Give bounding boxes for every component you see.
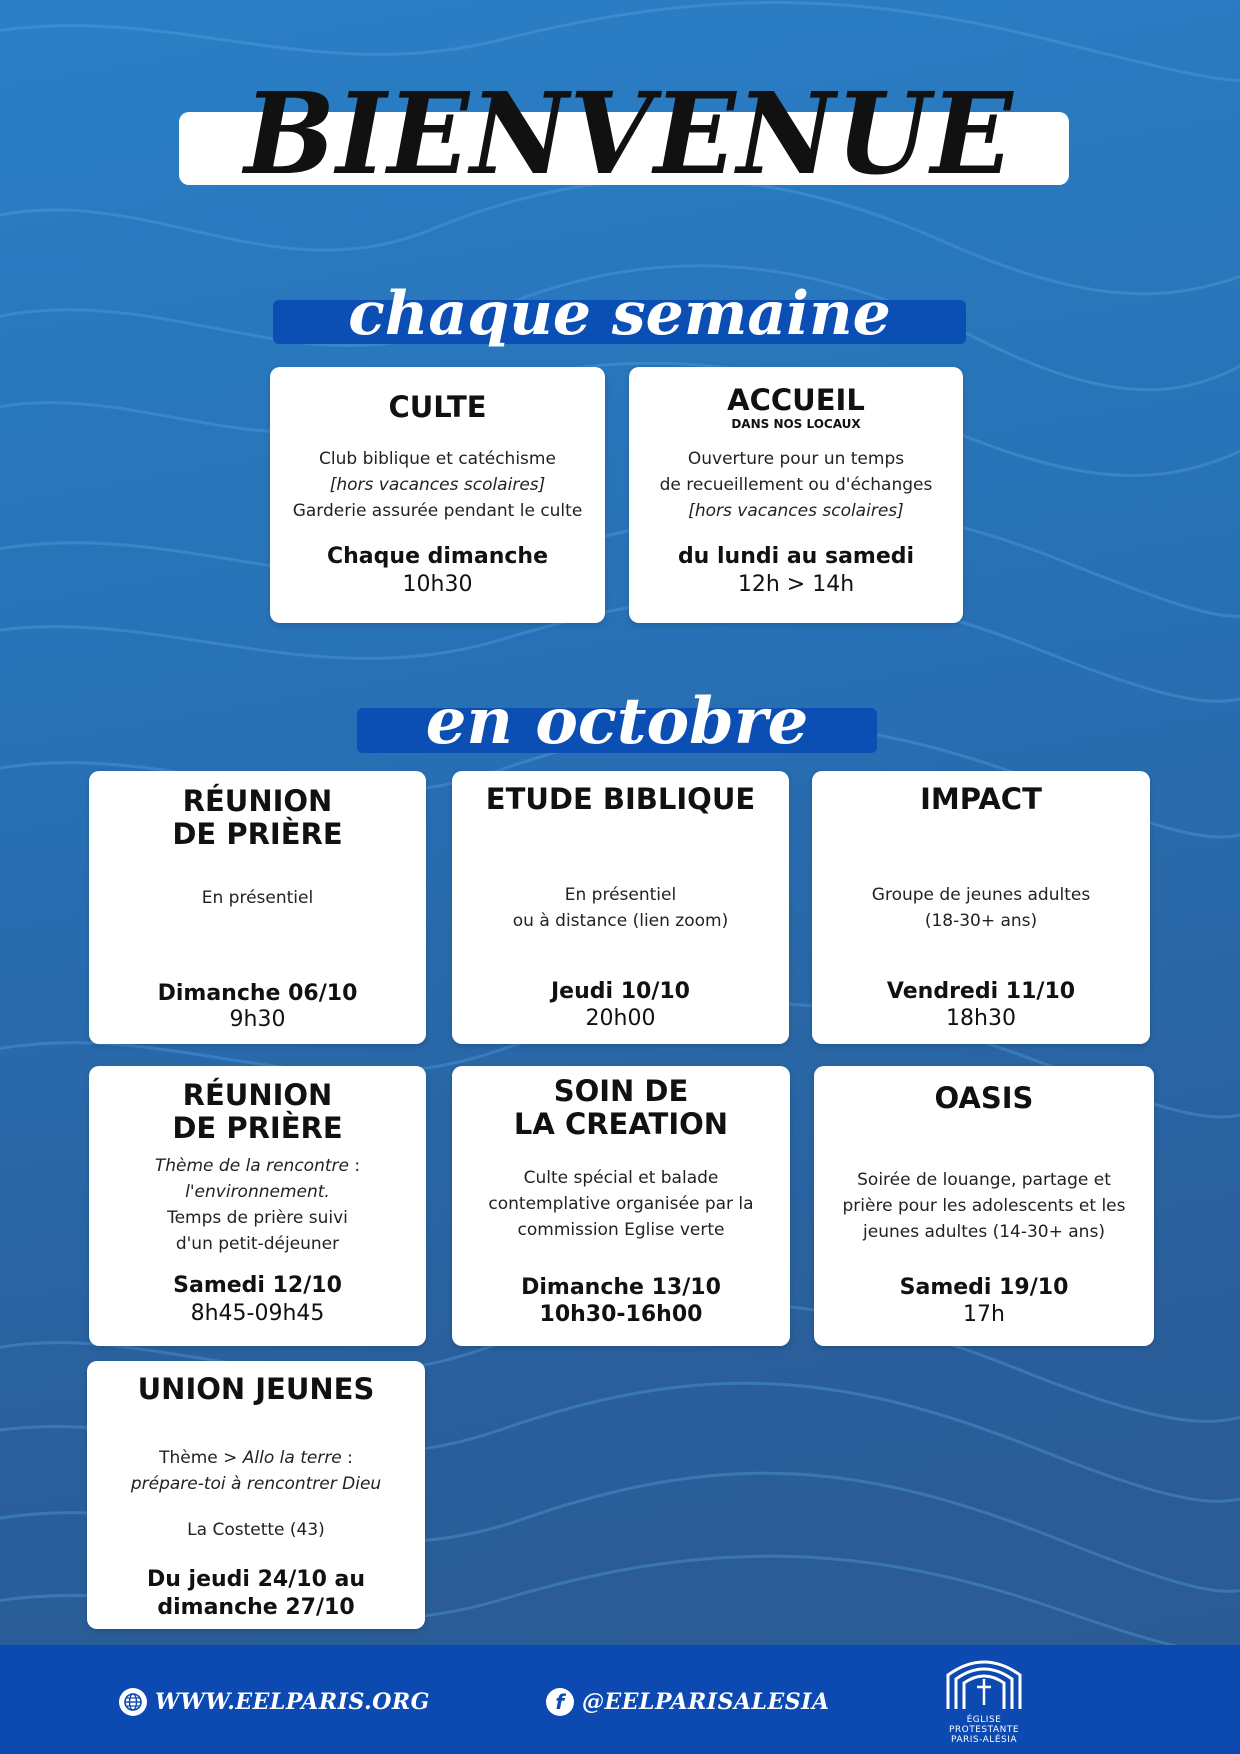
card-date: Samedi 19/10 <box>899 1275 1069 1300</box>
card-reunion-priere-2 <box>89 1066 426 1346</box>
card-date: Dimanche 13/10 <box>521 1275 721 1300</box>
section-heading-weekly: chaque semaine <box>348 279 891 349</box>
card-date: Samedi 12/10 <box>173 1273 342 1298</box>
facebook-icon: f <box>546 1688 574 1716</box>
card-place: La Costette (43) <box>187 1520 325 1540</box>
card-date: du lundi au samedi <box>677 544 915 569</box>
card-reunion-priere-1 <box>89 771 426 1044</box>
card-date: Jeudi 10/10 <box>551 979 690 1004</box>
card-soin-creation <box>452 1066 790 1346</box>
card-title: ACCUEIL <box>727 383 865 417</box>
card-description: Ouverture pour un temps de recueillement ou d'échanges [hors vacances scolaires] <box>659 449 933 521</box>
website-text: WWW.EELPARIS.ORG <box>155 1689 430 1715</box>
card-culte <box>270 367 605 623</box>
card-date: Du jeudi 24/10 au dimanche 27/10 <box>146 1567 366 1620</box>
church-logo: ÉGLISE PROTESTANTE PARIS-ALÉSIA <box>942 1655 1026 1750</box>
card-date: Dimanche 06/10 <box>157 981 358 1006</box>
card-date: Vendredi 11/10 <box>886 979 1076 1004</box>
church-logo-icon <box>942 1655 1026 1711</box>
card-description: Thème de la rencontre : l'environnement. Temps de prière suivi d'un petit-déjeuner <box>154 1156 361 1254</box>
facebook-link[interactable] <box>546 1687 830 1717</box>
card-union-jeunes <box>87 1361 425 1629</box>
card-description: Thème > Allo la terre : prépare-toi à rencontrer Dieu <box>130 1448 382 1494</box>
facebook-text: @EELPARISALESIA <box>582 1689 830 1715</box>
card-description: En présentiel <box>201 888 314 908</box>
footer <box>0 1645 1240 1754</box>
card-description: Club biblique et catéchisme [hors vacances scolaires] Garderie assurée pendant le culte <box>292 449 583 521</box>
card-etude-biblique <box>452 771 789 1044</box>
card-title: SOIN DE LA CREATION <box>513 1074 729 1141</box>
globe-icon <box>119 1688 147 1716</box>
card-time: 20h00 <box>585 1006 656 1031</box>
card-description: En présentiel ou à distance (lien zoom) <box>512 885 729 931</box>
section-heading-october: en octobre <box>425 684 809 759</box>
website-link[interactable] <box>119 1687 430 1717</box>
card-title: UNION JEUNES <box>137 1372 375 1406</box>
card-title: CULTE <box>388 390 487 424</box>
card-title: OASIS <box>934 1081 1034 1115</box>
card-title: RÉUNION DE PRIÈRE <box>172 784 343 851</box>
card-description: Culte spécial et balade contemplative organisée par la commission Eglise verte <box>488 1168 754 1240</box>
card-time: 10h30 <box>402 572 473 597</box>
card-time: 10h30-16h00 <box>539 1302 703 1327</box>
card-impact <box>812 771 1150 1044</box>
card-date: Chaque dimanche <box>327 544 548 569</box>
card-title: IMPACT <box>920 782 1042 816</box>
card-oasis <box>814 1066 1154 1346</box>
card-time: 9h30 <box>229 1007 286 1032</box>
card-time: 12h > 14h <box>737 572 855 597</box>
card-time: 17h <box>963 1302 1005 1327</box>
page-title: BIENVENUE <box>244 69 1014 200</box>
card-title: RÉUNION DE PRIÈRE <box>172 1078 343 1145</box>
card-subtitle: DANS NOS LOCAUX <box>731 417 861 431</box>
card-time: 8h45-09h45 <box>190 1301 325 1326</box>
card-title: ETUDE BIBLIQUE <box>485 782 756 816</box>
card-time: 18h30 <box>946 1006 1016 1031</box>
card-accueil <box>629 367 963 623</box>
card-description: Groupe de jeunes adultes (18-30+ ans) <box>871 885 1091 931</box>
card-description: Soirée de louange, partage et prière pour les adolescents et les jeunes adultes (14-30+ ans) <box>842 1170 1126 1242</box>
